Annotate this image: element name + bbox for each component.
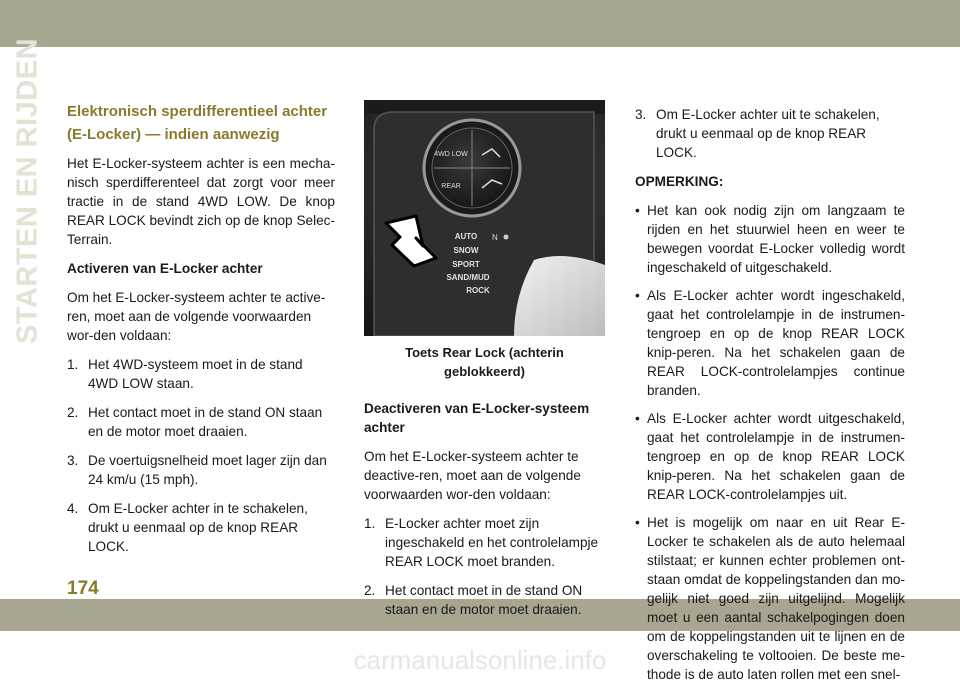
heading-line-1: Elektronisch sperdifferentieel achter: [67, 103, 328, 120]
deactivate-intro: Om het E-Locker-systeem achter te deactive-ren, moet aan de volgende voorwaarden wor-den voldaan:: [364, 449, 581, 502]
list-item: 1. E-Locker achter moet zijn ingeschakeld en het controlelampje REAR LOCK moet branden.: [364, 516, 599, 569]
side-tab-label: STARTEN EN RIJDEN: [11, 37, 44, 345]
list-item: • Als E-Locker achter wordt ingeschakeld, gaat het controlelampje in de instrumen-tengroep en op de knop REAR LOCK knip-peren. Na het schakelen gaan de REAR LOCK-controlelampjes continue branden.: [635, 288, 905, 398]
column-2: [364, 100, 605, 629]
list-item: • Het is mogelijk om naar en uit Rear E-Locker te schakelen als de auto helemaal stilstaat; er kunnen echter problemen ont-staan omdat de koppelingstanden dan mo-gelijk niet goed zijn uitgelijnd. Mogelijk moet u een aantal schakelpogingen doen om de koppelingstanden uit te lijnen en de overschakeling te voltooien. De beste me-thode is de auto laten rollen met een snel-: [635, 515, 905, 682]
list-item: 4. Om E-Locker achter in te schakelen, drukt u eenmaal op de knop REAR LOCK.: [67, 501, 308, 554]
list-item: 3. Om E-Locker achter uit te schakelen, drukt u eenmaal op de knop REAR LOCK.: [635, 107, 880, 160]
knob-bottom-label: REAR: [441, 183, 461, 190]
list-item: 3. De voertuigsnelheid moet lager zijn dan 24 km/u (15 mph).: [67, 453, 327, 487]
knob-neutral-label: N: [492, 233, 498, 242]
page-number: 174: [67, 578, 99, 599]
column-3: [635, 105, 905, 693]
deactivate-title: Deactiveren van E-Locker-systeem achter: [364, 401, 590, 435]
list-item: 2. Het contact moet in de stand ON staan en de motor moet draaien.: [67, 405, 323, 439]
list-item: 2. Het contact moet in de stand ON staan en de motor moet draaien.: [364, 583, 583, 617]
knob-top-label: 4WD LOW: [434, 151, 468, 158]
list-item: • Het kan ook nodig zijn om langzaam te rijden en het stuurwiel heen en weer te bewegen voordat E-Locker volledig wordt ingeschakeld of uitgeschakeld.: [635, 203, 905, 275]
list-item: • Als E-Locker achter wordt uitgeschakeld, gaat het controlelampje in de instrumen-tengroep en op de knop REAR LOCK knip-peren. Na het schakelen gaan de REAR LOCK-controlelampjes uit.: [635, 411, 905, 502]
mode-label: SNOW: [453, 246, 479, 255]
section-side-tab: [6, 37, 50, 345]
photo-caption: Toets Rear Lock (achterin geblokkeerd): [405, 345, 564, 379]
selec-terrain-photo: [364, 100, 605, 336]
column-1: [67, 100, 335, 566]
intro-paragraph: Het E-Locker-systeem achter is een mecha-nisch sperdifferenteel dat zorgt voor meer tractie in de stand 4WD LOW. De knop REAR LOCK bevindt zich op de knop Selec-Terrain.: [67, 156, 335, 247]
watermark: carmanualsonline.info: [353, 645, 607, 675]
activate-steps: [67, 355, 335, 556]
activate-intro: Om het E-Locker-systeem achter te active-ren, moet aan de volgende voorwaarden wor-den voldaan:: [67, 290, 326, 343]
list-item: 1. Het 4WD-systeem moet in de stand 4WD LOW staan.: [67, 357, 303, 391]
top-band: [0, 0, 960, 47]
mode-label: AUTO: [454, 232, 478, 241]
mode-label: SPORT: [452, 260, 480, 269]
activate-title: Activeren van E-Locker achter: [67, 261, 263, 276]
mode-label: ROCK: [466, 286, 490, 295]
section-heading: [67, 100, 335, 146]
note-title: OPMERKING:: [635, 174, 724, 189]
mode-label: SAND/MUD: [446, 273, 490, 282]
heading-line-2: (E-Locker) — indien aanwezig: [67, 126, 280, 143]
selec-terrain-knob-illustration: [364, 100, 605, 336]
deactivate-steps: [364, 514, 605, 619]
